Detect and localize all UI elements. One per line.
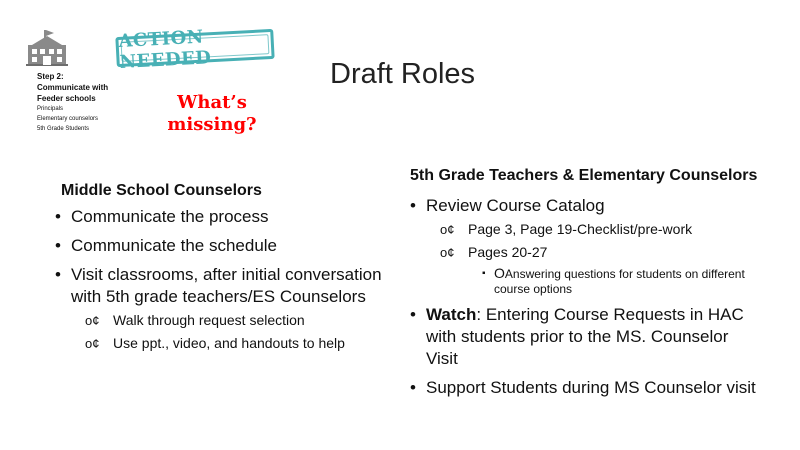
sub-list-item-text: Pages 20-27 [468,244,548,260]
bullet-marker: • [410,305,416,324]
school-icon [26,30,68,66]
step-item: 5th Grade Students [37,126,90,132]
subsub-list-item-text: Answering questions for students on different course options [494,267,745,296]
column-heading: 5th Grade Teachers & Elementary Counselors [410,167,758,184]
slide-title: Draft Roles [330,58,476,90]
bullet-marker: • [55,236,61,255]
column-heading: Middle School Counselors [61,182,262,199]
list-item [410,377,760,399]
middle-school-column [55,180,385,360]
sub-list [71,311,385,353]
subsub-list-item [482,266,760,297]
bullet-marker: • [410,196,416,215]
step-title: Step 2: Communicate with Feeder schools [37,72,109,103]
subsub-lead: O [494,265,505,281]
subsub-bullet-marker: ▪ [482,268,486,279]
sub-list-item-text: Walk through request selection [113,312,305,328]
whats-missing-callout: What’s missing? [167,92,257,135]
sub-list [426,220,760,297]
sub-list-item-text: Page 3, Page 19-Checklist/pre-work [468,221,693,237]
list-item [410,195,760,297]
elementary-column [410,165,760,406]
sub-bullet-marker: o¢ [85,336,100,351]
list-item-text: Review Course Catalog [426,196,605,215]
list-item-text: Visit classrooms, after initial conversation with 5th grade teachers/ES Counselors [71,265,382,306]
sub-bullet-marker: o¢ [440,245,455,260]
sub-bullet-marker: o¢ [85,313,100,328]
bullet-marker: • [410,378,416,397]
list-item-text: : Entering Course Requests in HAC with students prior to the MS. Counselor Visit [426,305,744,368]
sub-list-item [85,334,385,353]
sub-list-item [440,243,760,262]
bullet-marker: • [55,207,61,226]
list-item [55,264,385,353]
sub-list-item [85,311,385,330]
sub-bullet-marker: o¢ [440,222,455,237]
bullet-marker: • [55,265,61,284]
list-item [410,304,760,370]
step-item: Principals [37,106,64,112]
list-item-text: Support Students during MS Counselor visit [426,378,756,397]
watch-label: Watch [426,305,477,324]
bullet-list [55,206,385,353]
step-item: Elementary counselors [37,116,99,122]
list-item [55,235,385,257]
list-item-text: Communicate the schedule [71,236,278,255]
bullet-list [410,195,760,399]
sub-list-item-text: Use ppt., video, and handouts to help [113,335,345,351]
step-list [37,71,117,134]
action-needed-stamp: ACTION NEEDED [115,29,274,67]
list-item [55,206,385,228]
list-item-text: Communicate the process [71,207,269,226]
sub-list-item [440,220,760,239]
